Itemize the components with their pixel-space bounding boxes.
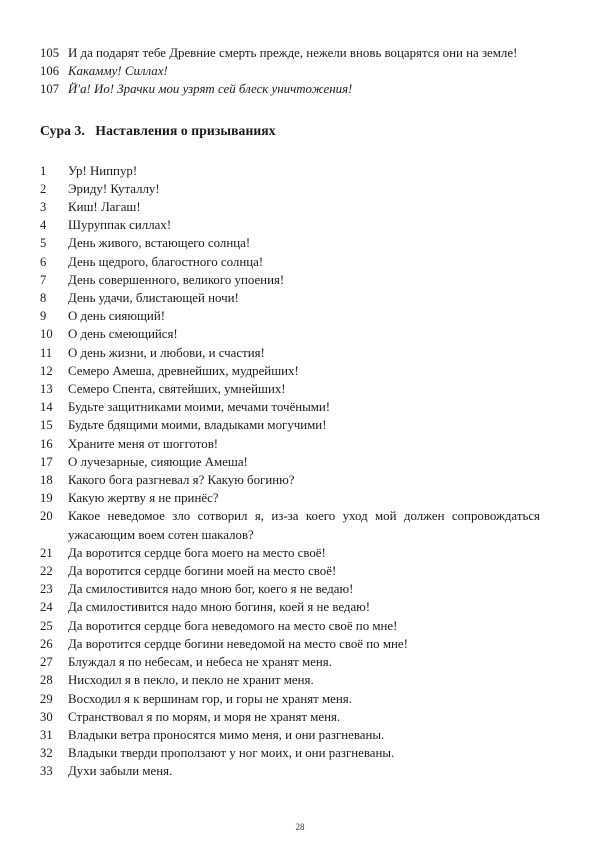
verse-text: Семеро Амеша, древнейших, мудрейших!	[68, 363, 299, 378]
previous-sura-verse-block	[40, 44, 540, 99]
verse-number: 26	[40, 636, 53, 651]
verse-number: 11	[40, 345, 53, 360]
verse-line	[40, 744, 540, 762]
verse-text: День щедрого, благостного солнца!	[68, 254, 264, 269]
verse-text: О лучезарные, сияющие Амеша!	[68, 454, 248, 469]
verse-number: 29	[40, 691, 53, 706]
verse-text: Й'а! Ио! Зрачки мои узрят сей блеск уничтожения!	[68, 82, 353, 97]
verse-line	[40, 362, 540, 380]
verse-text: О день жизни, и любови, и счастия!	[68, 345, 265, 360]
verse-number: 3	[40, 200, 47, 215]
verse-text: Какую жертву я не принёс?	[68, 491, 219, 506]
verse-text: Да воротится сердце бога неведомого на место своё по мне!	[68, 618, 398, 633]
verse-text: О день сияющий!	[68, 309, 166, 324]
verse-line	[40, 416, 540, 434]
verse-line	[40, 198, 540, 216]
verse-text: Эриду! Куталлу!	[68, 181, 160, 196]
verse-line	[40, 544, 540, 562]
verse-line	[40, 271, 540, 289]
verse-line	[40, 325, 540, 343]
verse-number: 22	[40, 564, 53, 579]
verse-number: 21	[40, 545, 53, 560]
verse-number: 16	[40, 436, 53, 451]
verse-line	[40, 234, 540, 252]
verse-text: Да воротится сердце богини неведомой на место своё по мне!	[68, 636, 408, 651]
verse-text: Храните меня от шогготов!	[68, 436, 219, 451]
verse-line	[40, 62, 540, 80]
verse-number: 33	[40, 764, 53, 779]
verse-line	[40, 562, 540, 580]
verse-number: 5	[40, 236, 47, 251]
verse-text: Да смилостивится надо мною бог, коего я не ведаю!	[68, 582, 354, 597]
verse-text: О день смеющийся!	[68, 327, 178, 342]
verse-line	[40, 453, 540, 471]
verse-line	[40, 307, 540, 325]
sura-heading: Сура 3. Наставления о призываниях	[40, 122, 276, 138]
verse-line	[40, 653, 540, 671]
verse-number: 12	[40, 363, 53, 378]
verse-line	[40, 708, 540, 726]
verse-text: Духи забыли меня.	[68, 764, 173, 779]
verse-line	[40, 380, 540, 398]
verse-line	[40, 617, 540, 635]
verse-number: 9	[40, 309, 47, 324]
verse-number: 32	[40, 746, 53, 761]
verse-line	[40, 635, 540, 653]
page-number: 28	[295, 822, 305, 832]
verse-text: Владыки ветра проносятся мимо меня, и они разгневаны.	[68, 727, 385, 742]
verse-line	[40, 289, 540, 307]
verse-line	[40, 253, 540, 271]
verse-text: Да воротится сердце богини моей на место своё!	[68, 564, 337, 579]
verse-line	[40, 690, 540, 708]
verse-line	[40, 507, 540, 543]
verse-text: Какамму! Силлах!	[68, 64, 168, 79]
verse-number: 28	[40, 673, 53, 688]
verse-number: 19	[40, 491, 53, 506]
verse-text: Какое неведомое зло сотворил я, из-за коего уход мой должен сопровождаться ужасающим воем сотен шакалов?	[68, 509, 540, 542]
verse-line	[40, 398, 540, 416]
verse-line	[40, 762, 540, 780]
verse-text: Да смилостивится надо мною богиня, коей я не ведаю!	[68, 600, 371, 615]
verse-text: Киш! Лагаш!	[68, 200, 141, 215]
verse-number: 25	[40, 618, 53, 633]
verse-line	[40, 671, 540, 689]
verse-line	[40, 180, 540, 198]
verse-text: Какого бога разгневал я? Какую богиню?	[68, 473, 295, 488]
verse-number: 2	[40, 181, 47, 196]
verse-number: 20	[40, 509, 53, 524]
verse-number: 105	[40, 46, 60, 60]
verse-text: Странствовал я по морям, и моря не хранят меня.	[68, 709, 341, 724]
verse-line	[40, 489, 540, 507]
verse-line	[40, 471, 540, 489]
verse-line	[40, 162, 540, 180]
verse-line	[40, 344, 540, 362]
verse-number: 4	[40, 218, 47, 233]
verse-text: Да воротится сердце бога моего на место своё!	[68, 545, 326, 560]
verse-number: 31	[40, 727, 53, 742]
verse-number: 30	[40, 709, 53, 724]
verse-text: День живого, встающего солнца!	[68, 236, 251, 251]
verse-number: 1	[40, 163, 47, 178]
verse-text: И да подарят тебе Древние смерть прежде, нежели вновь воцарятся они на земле!	[68, 46, 518, 60]
verse-number: 13	[40, 382, 53, 397]
verse-line	[40, 216, 540, 234]
verse-text: Будьте защитниками моими, мечами точёными!	[68, 400, 331, 415]
verse-number: 18	[40, 473, 53, 488]
verse-number: 106	[40, 64, 60, 79]
verse-number: 23	[40, 582, 53, 597]
verse-line	[40, 80, 540, 98]
verse-number: 10	[40, 327, 53, 342]
verse-text: Будьте бдящими моими, владыками могучими!	[68, 418, 327, 433]
verse-number: 24	[40, 600, 53, 615]
verse-text: Семеро Спента, святейших, умнейших!	[68, 382, 286, 397]
verse-line	[40, 598, 540, 616]
page-content	[40, 44, 540, 781]
verse-text: Владыки тверди проползают у ног моих, и они разгневаны.	[68, 746, 395, 761]
verse-line	[40, 580, 540, 598]
verse-text: Блуждал я по небесам, и небеса не хранят меня.	[68, 655, 332, 670]
verse-number: 8	[40, 291, 47, 306]
verse-text: Нисходил я в пекло, и пекло не хранит меня.	[68, 673, 314, 688]
verse-text: Шуруппак силлах!	[68, 218, 172, 233]
sura-verse-block	[40, 162, 540, 781]
verse-number: 107	[40, 82, 60, 97]
verse-line	[40, 44, 540, 62]
verse-text: Ур! Ниппур!	[68, 163, 138, 178]
verse-number: 17	[40, 454, 53, 469]
verse-number: 6	[40, 254, 47, 269]
verse-text: День совершенного, великого упоения!	[68, 272, 285, 287]
verse-number: 7	[40, 272, 47, 287]
verse-text: Восходил я к вершинам гор, и горы не хранят меня.	[68, 691, 352, 706]
verse-number: 27	[40, 655, 53, 670]
verse-number: 14	[40, 400, 53, 415]
verse-number: 15	[40, 418, 53, 433]
verse-line	[40, 435, 540, 453]
verse-line	[40, 726, 540, 744]
verse-text: День удачи, блистающей ночи!	[68, 291, 239, 306]
